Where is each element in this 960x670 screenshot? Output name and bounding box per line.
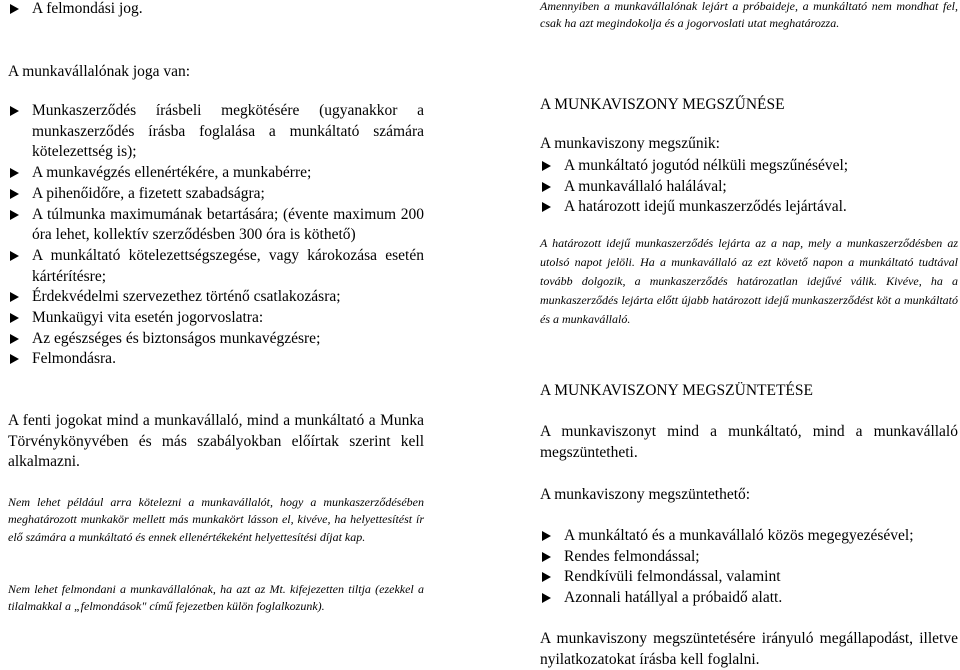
note-paragraph: Amennyiben a munkavállalónak lejárt a próbaideje, a munkáltató nem mondhat fel, csak ha azt megindokolja és a jogorvoslati utat meghatározza. <box>540 0 958 31</box>
arrow-bullet-icon <box>10 334 19 344</box>
list-item: A munkáltató és a munkavállaló közös megegyezésével; <box>540 526 958 547</box>
arrow-bullet-icon <box>542 182 551 192</box>
arrow-bullet-icon <box>10 251 19 261</box>
arrow-bullet-icon <box>10 292 19 302</box>
arrow-bullet-icon <box>542 572 551 582</box>
list-item: Felmondásra. <box>8 349 424 370</box>
arrow-bullet-icon <box>10 106 19 116</box>
dissolution-intro: A munkaviszonyt mind a munkáltató, mind a munkavállaló megszüntetheti. <box>540 423 958 461</box>
list-item: A felmondási jog. <box>8 0 424 20</box>
note-paragraph: A határozott idejű munkaszerződés lejárta az a nap, mely a munkaszerződésben az utolsó napot jelöli. Ha a munkavállaló az ezt követő napon a munkáltató tudtával tovább dolgozik, a munkaszerződés határozatlan idejűvé válik. Kivéve, ha a munkaszerződés lejárta előtt újabb határozott idejű munkaszerződést köt a munkáltató és a munkavállaló. <box>540 236 958 326</box>
arrow-bullet-icon <box>10 354 19 364</box>
rights-summary: A fenti jogokat mind a munkavállaló, mind a munkáltató a Munka Törvénykönyvében és más szabályokban előírtak szerint kell alkalmazni. <box>8 412 424 471</box>
list-item: A munkavállaló halálával; <box>540 177 958 198</box>
note-paragraph: Nem lehet felmondani a munkavállalónak, ha azt az Mt. kifejezetten tiltja (ezekkel a tilalmakkal a „felmondások" című fejezetben külön foglalkozunk). <box>8 582 424 614</box>
arrow-bullet-icon <box>10 4 19 14</box>
list-item: A határozott idejű munkaszerződés lejártával. <box>540 197 958 218</box>
list-item: A túlmunka maximumának betartására; (évente maximum 200 óra lehet, kollektív szerződésben 300 óra is köthető) <box>8 205 424 246</box>
arrow-bullet-icon <box>542 593 551 603</box>
list-item: Rendkívüli felmondással, valamint <box>540 567 958 588</box>
arrow-bullet-icon <box>10 189 19 199</box>
note-paragraph: Nem lehet például arra kötelezni a munkavállalót, hogy a munkaszerződésében meghatározott munkakör mellett más munkakört lásson el, kivéve, ha helyettesítést ír elő számára a munkáltató és ennek ellenértékeként helyettesítési díjat kap. <box>8 495 424 544</box>
dissolution-list <box>540 526 958 609</box>
arrow-bullet-icon <box>10 313 19 323</box>
rights-list <box>8 101 424 370</box>
list-item: A munkáltató jogutód nélküli megszűnésével; <box>540 156 958 177</box>
list-item: Munkaszerződés írásbeli megkötésére (ugyanakkor a munkaszerződés írásba foglalása a munkáltató számára kötelezettség is); <box>8 101 424 163</box>
list-item: Az egészséges és biztonságos munkavégzésre; <box>8 329 424 350</box>
arrow-bullet-icon <box>542 202 551 212</box>
dissolution-ways-intro: A munkaviszony megszüntethető: <box>540 486 751 503</box>
arrow-bullet-icon <box>10 210 19 220</box>
termination-list <box>540 156 958 218</box>
section-heading: A MUNKAVISZONY MEGSZŰNÉSE <box>540 96 785 113</box>
final-sentence: A munkaviszony megszüntetésére irányuló megállapodást, illetve nyilatkozatokat írásba kell foglalni. <box>540 630 958 668</box>
list-item: A munkavégzés ellenértékére, a munkabérre; <box>8 163 424 184</box>
rights-intro: A munkavállalónak joga van: <box>8 63 191 80</box>
list-item: Munkaügyi vita esetén jogorvoslatra: <box>8 308 424 329</box>
list-item: Érdekvédelmi szervezethez történő csatlakozásra; <box>8 287 424 308</box>
list-item: A pihenőidőre, a fizetett szabadságra; <box>8 184 424 205</box>
arrow-bullet-icon <box>542 552 551 562</box>
list-item: Azonnali hatállyal a próbaidő alatt. <box>540 588 958 609</box>
top-list <box>8 0 424 20</box>
arrow-bullet-icon <box>542 161 551 171</box>
list-item: Rendes felmondással; <box>540 547 958 568</box>
arrow-bullet-icon <box>10 168 19 178</box>
section-heading: A MUNKAVISZONY MEGSZÜNTETÉSE <box>540 382 813 399</box>
arrow-bullet-icon <box>542 531 551 541</box>
list-item: A munkáltató kötelezettségszegése, vagy károkozása esetén kártérítésre; <box>8 246 424 287</box>
termination-intro: A munkaviszony megszűnik: <box>540 135 720 152</box>
